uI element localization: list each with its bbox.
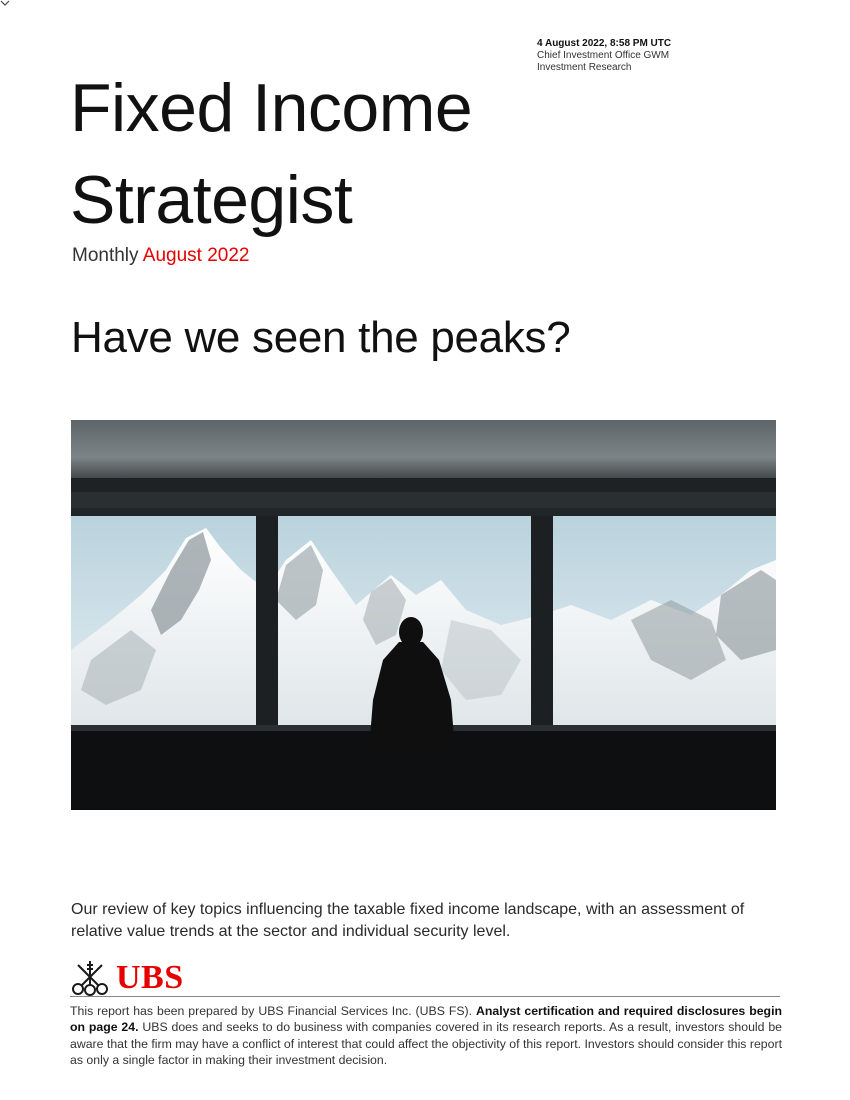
publish-date: 4 August 2022, 8:58 PM UTC — [537, 38, 672, 49]
divider — [70, 996, 780, 997]
ubs-logo — [70, 958, 184, 998]
disclosures-reference: Analyst certification and required disclosures begin on page 24. — [70, 1004, 782, 1035]
disclaimer-intro: This report has been prepared by UBS Financial Services Inc. (UBS FS). — [70, 1004, 477, 1018]
disclaimer — [70, 1003, 782, 1068]
ubs-keys-logo-icon — [70, 959, 110, 997]
mountain-window-photo-icon — [71, 420, 776, 810]
report-meta — [537, 38, 671, 74]
title-line-1: Fixed Income — [70, 70, 473, 146]
disclaimer-body: UBS does and seeks to do business with companies covered in its research reports. As a result, investors should be aware that the firm may have a conflict of interest that could affect the objectivity of this report. Investors should consider this report as only a single factor in making their investment decision. — [70, 1020, 783, 1067]
issue-frequency: Monthly — [72, 245, 139, 266]
report-summary: Our review of key topics influencing the taxable fixed income landscape, with an assessment of relative value trends at the sector and individual security level. — [71, 901, 745, 940]
department-name: Investment Research — [537, 62, 632, 73]
office-name: Chief Investment Office GWM — [537, 50, 670, 61]
brand-wordmark: UBS — [116, 959, 184, 996]
corner-mark-icon — [0, 0, 10, 6]
hero-image — [71, 420, 776, 810]
issue-month: August 2022 — [142, 245, 250, 266]
title-line-2: Strategist — [70, 162, 353, 238]
issue-line — [72, 245, 249, 267]
publication-title — [70, 62, 472, 246]
headline: Have we seen the peaks? — [71, 313, 571, 362]
